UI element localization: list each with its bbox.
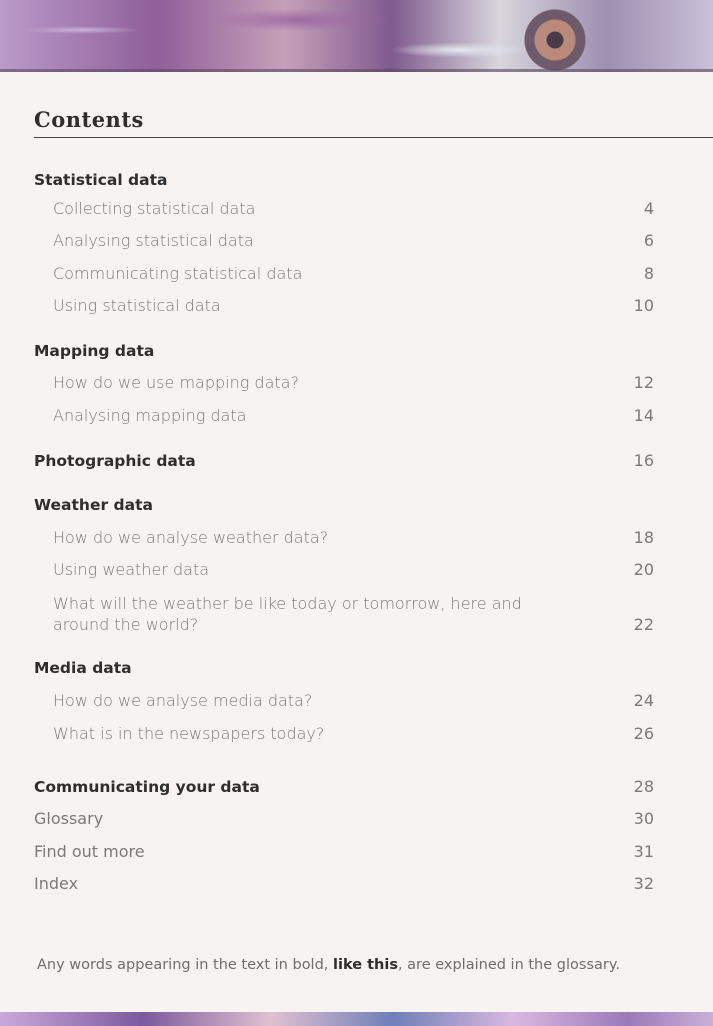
- toc-entry-label: Analysing mapping data: [53, 406, 247, 425]
- toc-entry-page: 22: [633, 615, 654, 634]
- toc-entry-page: 24: [633, 691, 654, 710]
- toc-section-heading: Communicating your data: [34, 778, 260, 796]
- toc-entry-page: 8: [643, 264, 654, 283]
- title-rule: [34, 137, 713, 138]
- footnote-text-before: Any words appearing in the text in bold,: [37, 957, 334, 973]
- toc-entry-label: What is in the newspapers today?: [53, 724, 325, 743]
- toc-entry-label: Collecting statistical data: [53, 199, 256, 218]
- toc-section-page: 28: [633, 777, 654, 796]
- toc-entry-label: How do we analyse weather data?: [53, 528, 329, 547]
- toc-entry-label: How do we use mapping data?: [53, 373, 299, 392]
- toc-entry-page: 4: [643, 199, 654, 218]
- toc-entry-page: 14: [633, 406, 654, 425]
- toc-section-heading: Statistical data: [34, 171, 168, 189]
- toc-entry-label: How do we analyse media data?: [53, 691, 313, 710]
- toc-entry-page: 32: [633, 874, 654, 893]
- toc-section-heading: Weather data: [34, 496, 153, 514]
- toc-section-heading: Media data: [34, 659, 132, 677]
- toc-entry-page: 10: [633, 296, 654, 315]
- toc-section-page: 16: [633, 451, 654, 470]
- toc-entry-label: What will the weather be like today or tomorrow, here and around the world?: [53, 594, 522, 634]
- toc-entry-label: Using statistical data: [53, 296, 221, 315]
- top-decorative-banner: [0, 0, 713, 72]
- toc-entry-page: 12: [633, 373, 654, 392]
- toc-entry-label: Find out more: [34, 842, 145, 861]
- page-title: Contents: [34, 107, 144, 132]
- toc-entry-label: Using weather data: [53, 560, 210, 579]
- toc-entry-page: 30: [633, 809, 654, 828]
- bottom-decorative-banner: [0, 1012, 713, 1026]
- toc-entry-page: 18: [633, 528, 654, 547]
- toc-section-heading: Photographic data: [34, 452, 196, 470]
- toc-entry-page: 6: [643, 231, 654, 250]
- toc-section-heading: Mapping data: [34, 342, 155, 360]
- toc-entry-label: Index: [34, 874, 79, 893]
- toc-entry-label: Communicating statistical data: [53, 264, 303, 283]
- glossary-footnote: [37, 957, 620, 973]
- toc-entry-page: 26: [633, 724, 654, 743]
- footnote-text-after: , are explained in the glossary.: [397, 957, 620, 973]
- toc-entry-label: Analysing statistical data: [53, 231, 254, 250]
- toc-entry-label: Glossary: [34, 809, 104, 828]
- footnote-bold-example: like this: [333, 957, 398, 973]
- toc-entry-page: 20: [633, 560, 654, 579]
- toc-entry-page: 31: [633, 842, 654, 861]
